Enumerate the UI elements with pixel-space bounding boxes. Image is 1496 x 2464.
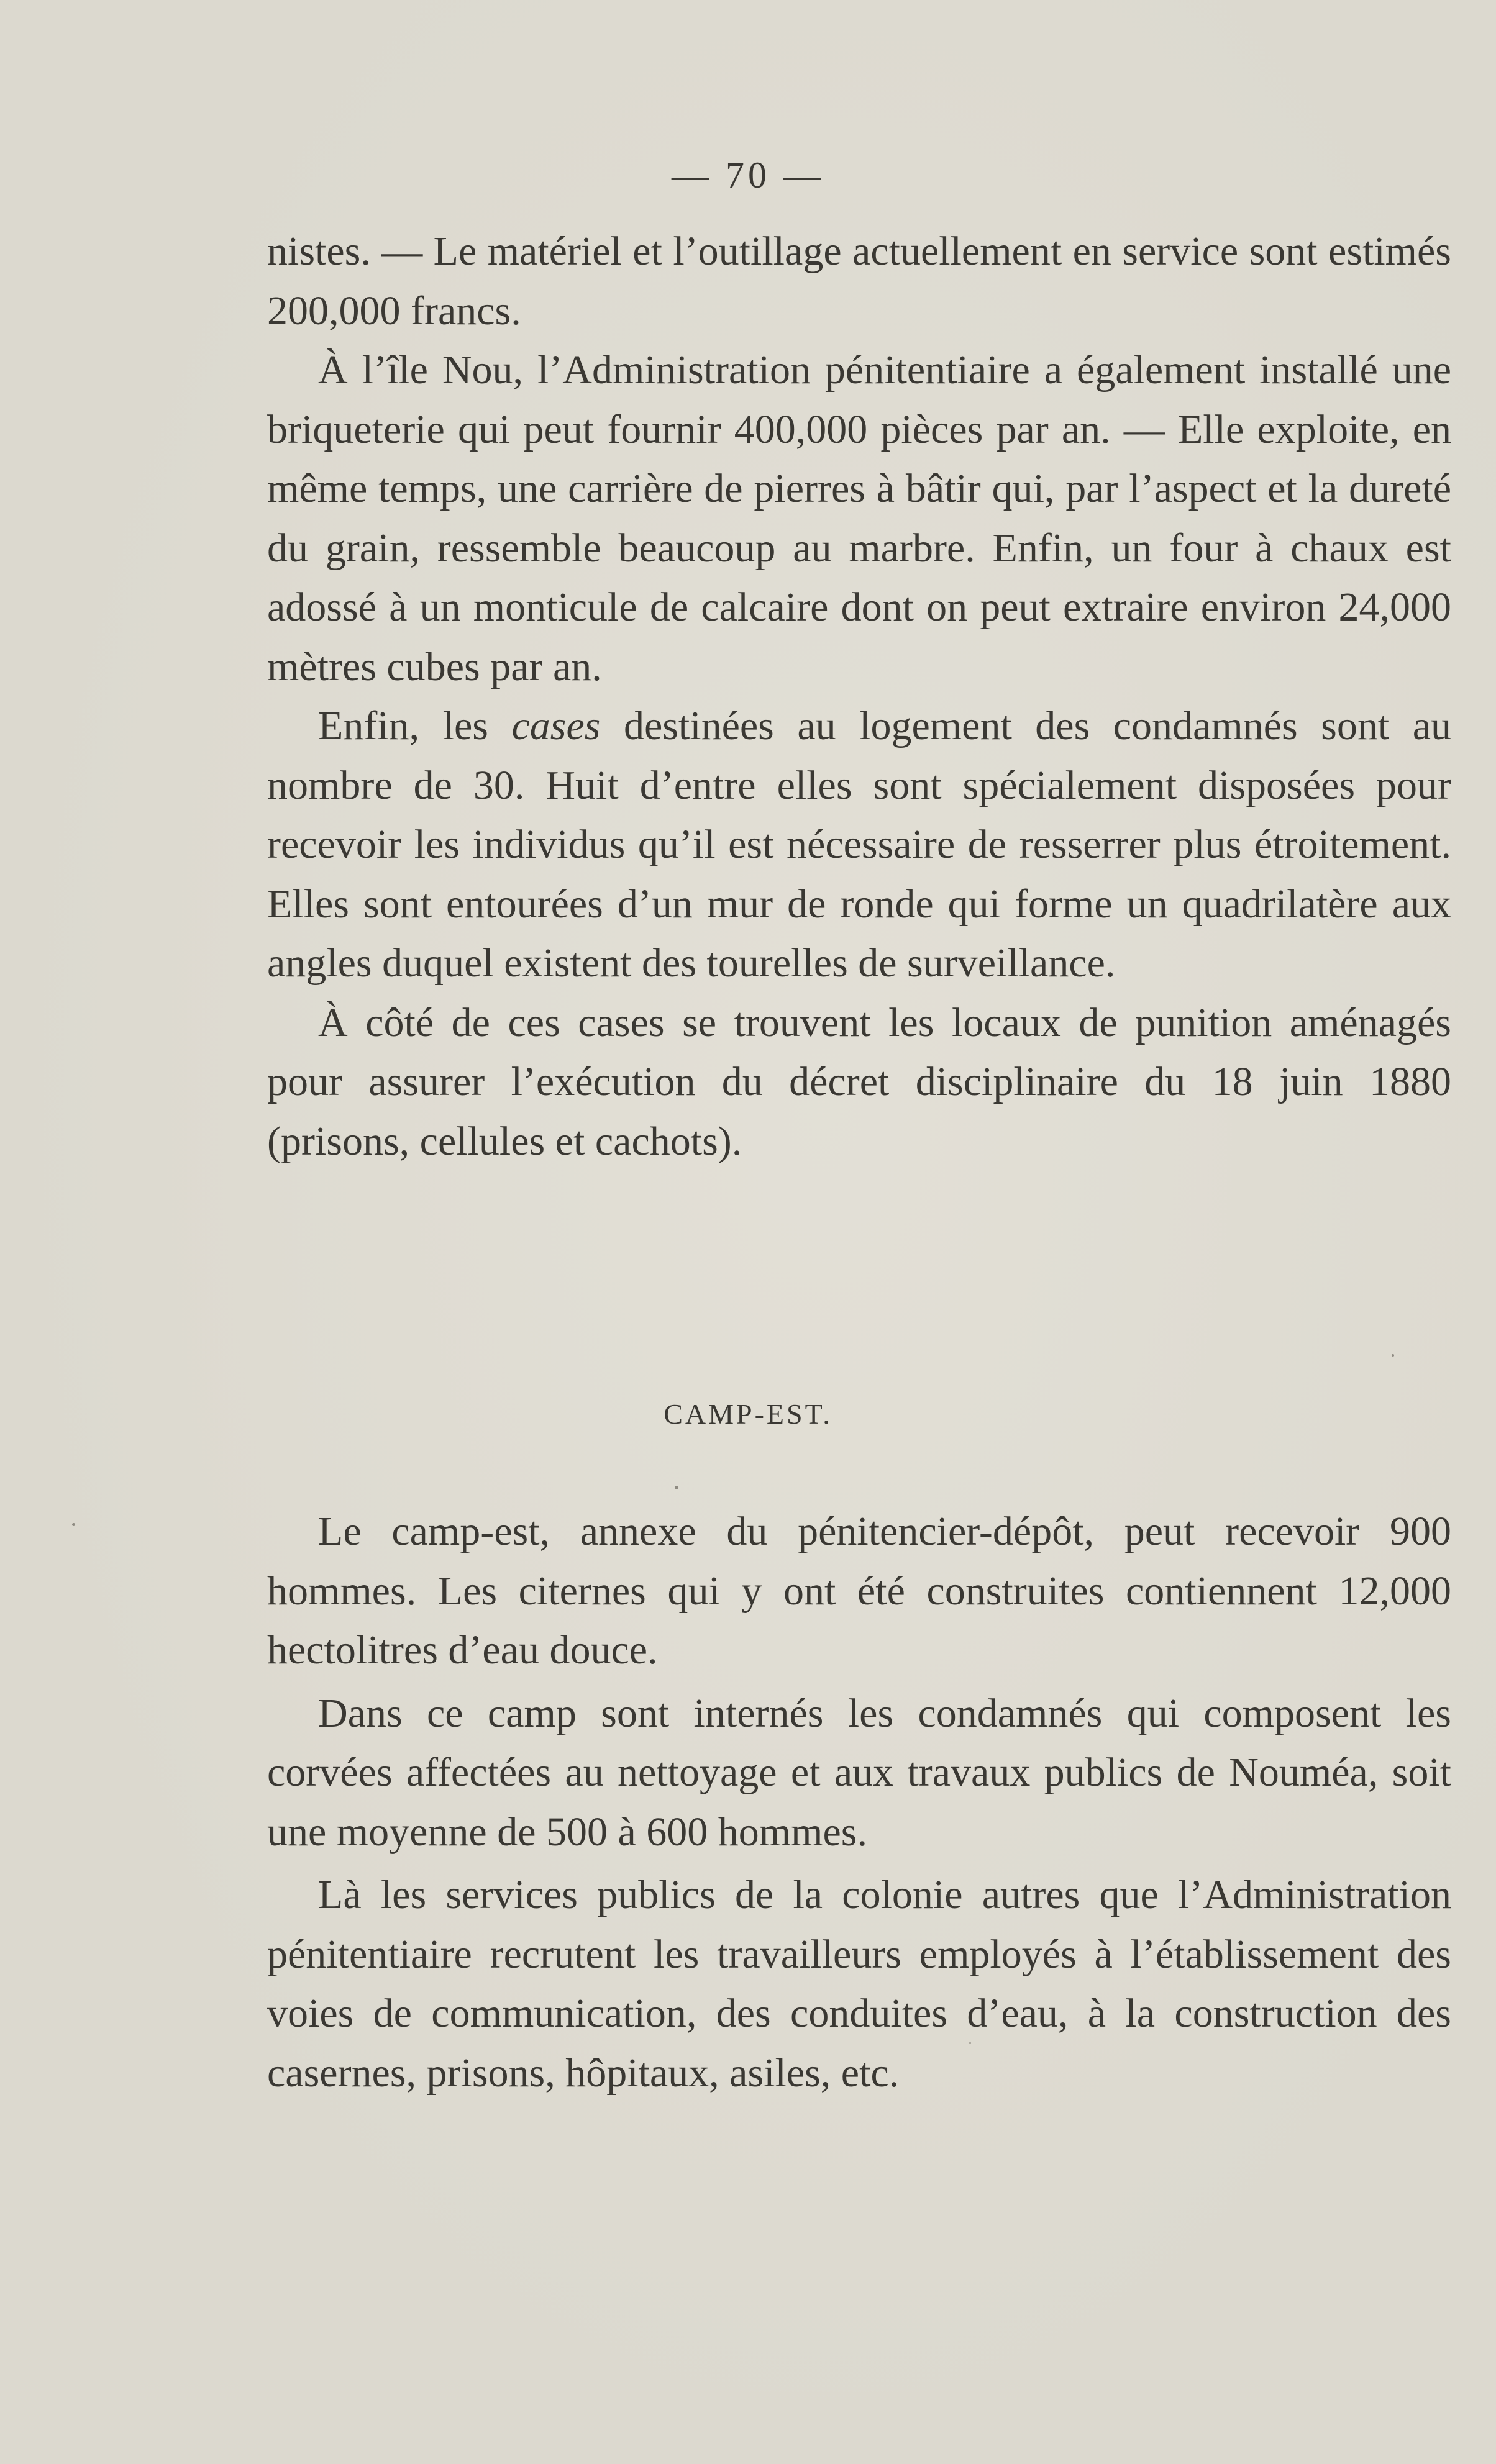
paragraph-cases-emphasis: cases [511, 703, 601, 748]
paragraph-ile-nou: À l’île Nou, l’Administration pénitentiaire a également installé une briqueterie qui peut fournir 400,000 pièces par an. — Elle exploite, en même temps, une carrière de pierres à bâtir qui, par l’aspect et la dureté du grain, ressemble beaucoup au marbre. Enfin, un four à chaux est adossé à un monticule de calcaire dont on peut extraire environ 24,000 mètres cubes par an. [267, 347, 1451, 689]
paragraph-camp-est: Le camp-est, annexe du pénitencier-dépôt, peut recevoir 900 hommes. Les citernes qui y ont été construites contiennent 12,000 hectolitres d’eau douce. [267, 1509, 1451, 1673]
paragraph-internes: Dans ce camp sont internés les condamnés qui composent les corvées affectées au nettoyage et aux travaux publics de Nouméa, soit une moyenne de 500 à 600 hommes. [267, 1690, 1451, 1855]
page-number: — 70 — [672, 155, 824, 196]
paragraph-services-publics: Là les services publics de la colonie autres que l’Administration pénitentiaire recrutent les travailleurs employés à l’établissement des voies de communication, des conduites d’eau, à la construction des casernes, prisons, hôpitaux, asiles, etc. [267, 1872, 1451, 2096]
paper-speck [969, 2042, 971, 2044]
paper-speck [72, 1523, 75, 1526]
paper-speck [675, 1486, 678, 1489]
paragraph-cases-rest: destinées au logement des condamnés sont au nombre de 30. Huit d’entre elles sont spécialement disposées pour recevoir les individus qu’il est nécessaire de resserrer plus étroitement. Elles sont entourées d’un mur de ronde qui forme un quadrilatère aux angles duquel existent des tourelles de surveillance. [267, 703, 1452, 986]
paper-speck [1392, 1354, 1394, 1357]
text-block-top [267, 222, 1451, 1171]
paragraph-continuation: nistes. — Le matériel et l’outillage actuellement en service sont estimés 200,000 francs. [267, 229, 1451, 334]
paragraph-punition: À côté de ces cases se trouvent les locaux de punition aménagés pour assurer l’exécution du décret disciplinaire du 18 juin 1880 (prisons, cellules et cachots). [267, 999, 1451, 1164]
text-block-camp-est [267, 1502, 1451, 2103]
section-heading: CAMP-EST. [664, 1398, 832, 1430]
paragraph-cases-start: Enfin, les [318, 703, 512, 748]
paragraph-cases [267, 696, 1451, 993]
